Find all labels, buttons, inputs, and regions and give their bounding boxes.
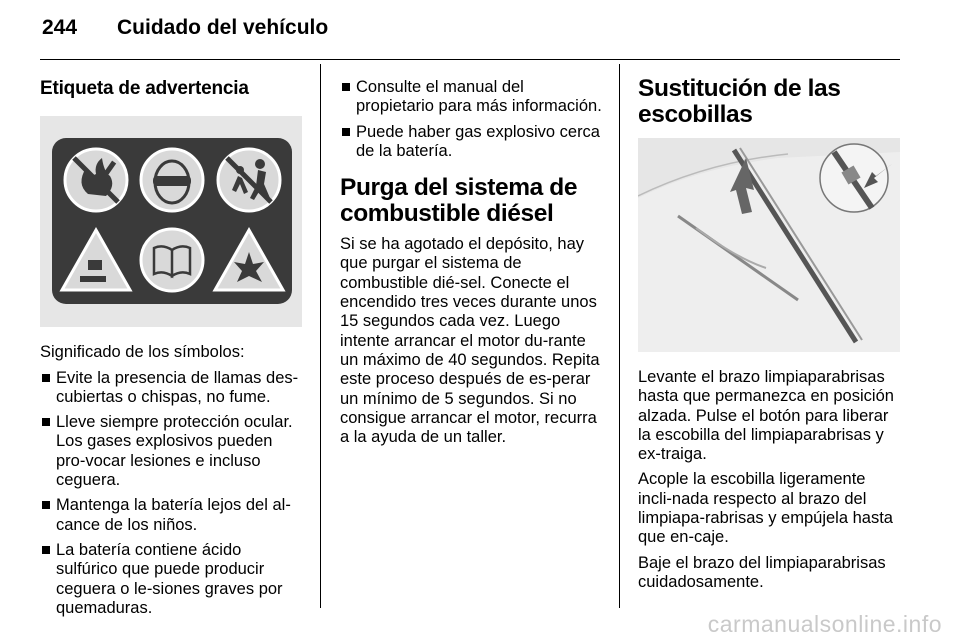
bullet-icon <box>42 374 50 382</box>
keep-children-away-icon <box>218 149 280 211</box>
bullet-icon <box>42 501 50 509</box>
page-title: Cuidado del vehículo <box>117 16 329 39</box>
list-item: Evite la presencia de llamas des-cubiertas o chispas, no fume. <box>40 369 304 408</box>
list-item: Mantenga la batería lejos del al-cance de los niños. <box>40 496 304 535</box>
read-manual-icon <box>141 229 203 291</box>
eye-protection-icon <box>141 149 203 211</box>
symbols-intro: Significado de los símbolos: <box>40 343 245 362</box>
wiper-step-2: Acople la escobilla ligeramente incli-nada respecto al brazo del limpiapa-rabrisas y empújela hasta que en-caje. <box>638 470 893 547</box>
column-2 <box>340 64 603 453</box>
section-heading-wiper-blades: Sustitución de las escobillas <box>638 75 841 128</box>
wiper-step-1: Levante el brazo limpiaparabrisas hasta que permanezca en posición alzada. Pulse el botón para liberar la escobilla del limpiaparabrisas y ex-traiga. <box>638 368 894 464</box>
bullet-icon <box>42 546 50 554</box>
list-item: Lleve siempre protección ocular. Los gases explosivos pueden pro-vocar lesiones e incluso ceguera. <box>40 413 304 490</box>
column-3 <box>638 64 901 598</box>
column-divider <box>619 64 620 608</box>
section-heading-warning-label: Etiqueta de advertencia <box>40 78 249 99</box>
warning-label-illustration <box>40 116 302 327</box>
page-number: 244 <box>42 16 78 39</box>
list-item: Puede haber gas explosivo cerca de la batería. <box>340 123 603 162</box>
column-divider <box>320 64 321 608</box>
no-flames-icon <box>65 149 127 211</box>
wiper-step-3: Baje el brazo del limpiaparabrisas cuidadosamente. <box>638 553 886 591</box>
header-rule <box>40 59 900 60</box>
list-item: La batería contiene ácido sulfúrico que puede producir ceguera o le-siones graves por quemaduras. <box>40 541 304 618</box>
wiper-blade-figure <box>638 138 900 352</box>
symbols-list <box>40 369 304 619</box>
diesel-purge-text: Si se ha agotado el depósito, hay que purgar el sistema de combustible dié-sel. Conecte el encendido tres veces durante unos 15 segundos cada vez. Luego intente arrancar el motor du-rante un máximo de 40 segundos. Repita este proceso después de es-perar un mínimo de 5 segundos. Si no consigue arrancar el motor, recurra a la ayuda de un taller. <box>340 235 600 447</box>
watermark: carmanualsonline.info <box>707 611 942 637</box>
bullet-icon <box>342 128 350 136</box>
list-item: Consulte el manual del propietario para más información. <box>340 78 603 117</box>
bullet-icon <box>342 83 350 91</box>
column-1 <box>40 64 304 628</box>
wiper-blade-illustration <box>638 138 900 352</box>
bullet-icon <box>42 418 50 426</box>
section-heading-diesel-purge: Purga del sistema de combustible diésel <box>340 174 578 228</box>
warning-label-figure <box>40 116 302 327</box>
symbols-list-continued <box>340 78 603 161</box>
